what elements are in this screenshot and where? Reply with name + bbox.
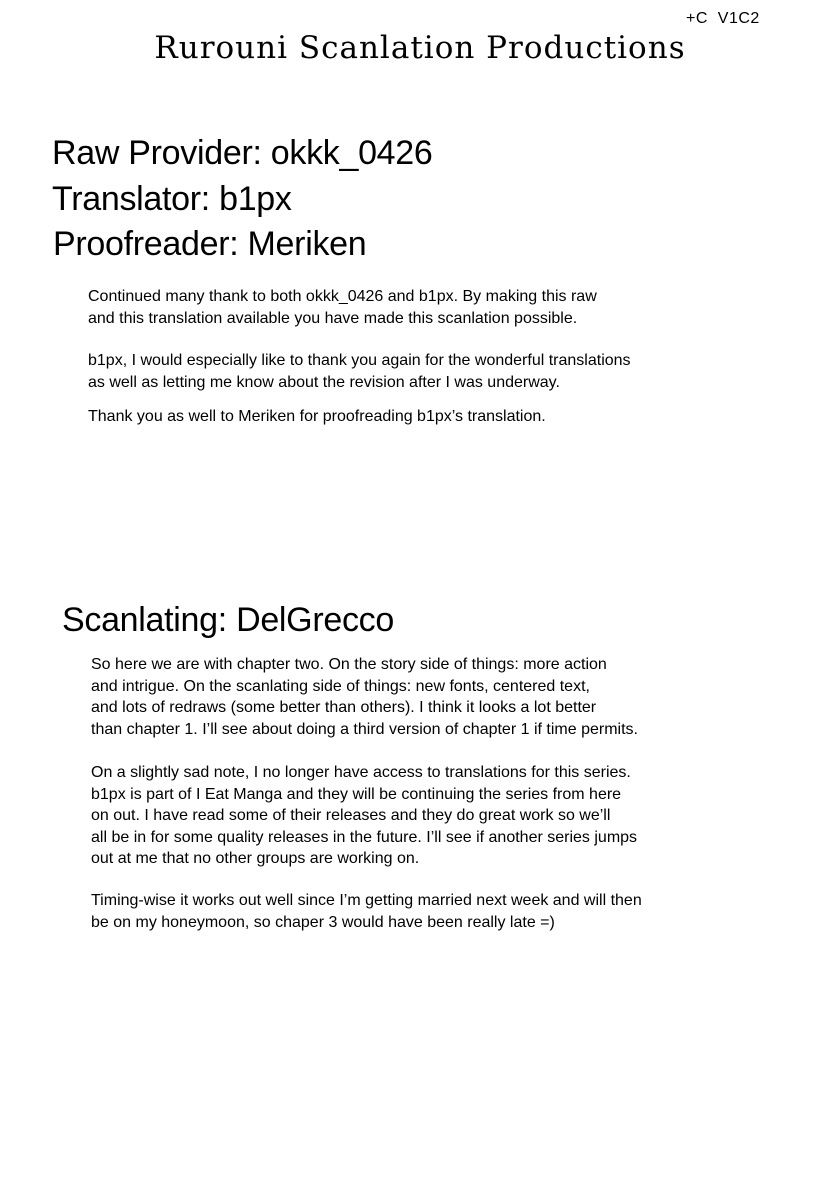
text-line: Continued many thank to both okkk_0426 and b1px. By making this raw bbox=[88, 288, 597, 305]
scanlating-paragraph-3 bbox=[91, 890, 642, 933]
group-title: Rurouni Scanlation Productions bbox=[154, 30, 686, 66]
text-line: on out. I have read some of their releases and they do great work so we’ll bbox=[91, 807, 611, 824]
text-line: as well as letting me know about the revision after I was underway. bbox=[88, 373, 560, 391]
scanlating-paragraph-1 bbox=[91, 654, 638, 740]
text-line: and this translation available you have made this scanlation possible. bbox=[88, 309, 578, 327]
translator-credit: Translator: b1px bbox=[52, 180, 292, 218]
text-line: all be in for some quality releases in the future. I’ll see if another series jumps bbox=[91, 828, 638, 846]
scanlating-credit: Scanlating: DelGrecco bbox=[62, 601, 394, 639]
proofreader-credit: Proofreader: Meriken bbox=[53, 225, 367, 263]
thanks-paragraph-3 bbox=[88, 406, 546, 428]
thanks-paragraph-1 bbox=[88, 286, 597, 329]
text-line: out at me that no other groups are working on. bbox=[91, 850, 420, 867]
text-line: Thank you as well to Meriken for proofreading b1px’s translation. bbox=[88, 408, 546, 425]
text-line: On a slightly sad note, I no longer have access to translations for this series. bbox=[91, 764, 631, 781]
text-line: than chapter 1. I’ll see about doing a third version of chapter 1 if time permits. bbox=[91, 720, 638, 738]
text-line: Timing-wise it works out well since I’m getting married next week and will then bbox=[91, 892, 642, 909]
text-line: and intrigue. On the scanlating side of things: new fonts, centered text, bbox=[91, 677, 590, 695]
text-line: b1px is part of I Eat Manga and they will be continuing the series from here bbox=[91, 785, 622, 803]
scanlating-paragraph-2 bbox=[91, 762, 637, 870]
raw-provider-credit: Raw Provider: okkk_0426 bbox=[52, 134, 433, 172]
text-line: and lots of redraws (some better than others). I think it looks a lot better bbox=[91, 699, 597, 716]
text-line: be on my honeymoon, so chaper 3 would have been really late =) bbox=[91, 913, 555, 931]
chapter-tag: +C V1C2 bbox=[686, 10, 760, 27]
text-line: b1px, I would especially like to thank you again for the wonderful translations bbox=[88, 352, 631, 369]
text-line: So here we are with chapter two. On the story side of things: more action bbox=[91, 656, 607, 673]
thanks-paragraph-2 bbox=[88, 350, 631, 393]
